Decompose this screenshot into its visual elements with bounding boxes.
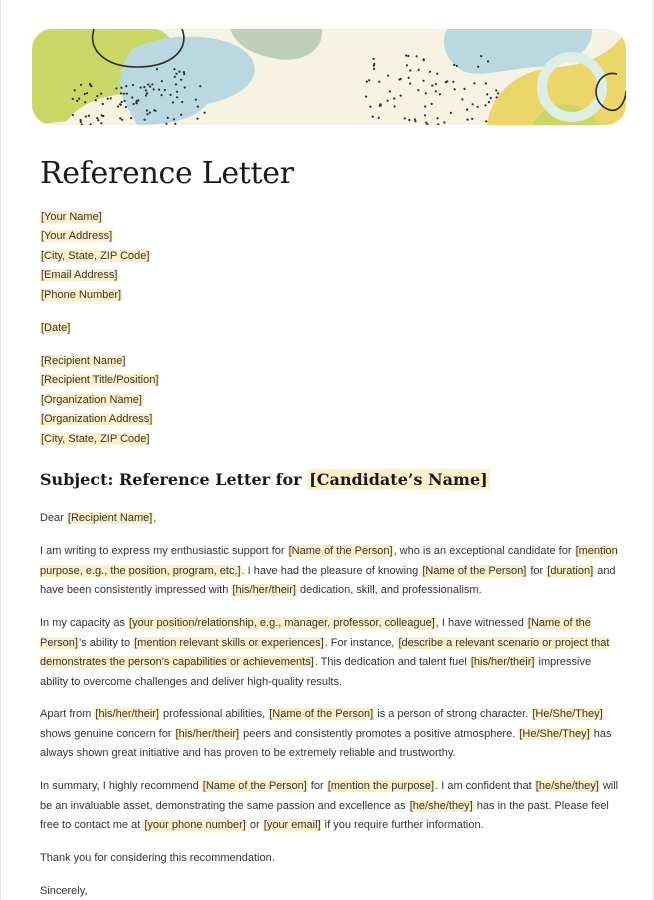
placeholder-text: [Name of the Person]: [288, 545, 393, 557]
decorative-banner: [32, 29, 626, 125]
sender-name: [Your Name]: [41, 211, 102, 223]
sender-address: [Your Address]: [41, 230, 113, 243]
subject-line: [40, 470, 490, 489]
candidate-name-placeholder: [Candidate’s Name]: [309, 470, 488, 489]
salutation-recipient: [Recipient Name]: [67, 512, 153, 524]
recipient-org-address: [Organization Address]: [41, 413, 153, 426]
body-text: if you require further information.: [321, 819, 484, 832]
body-text: ’s ability to: [78, 636, 134, 649]
salutation-prefix: Dear: [40, 512, 67, 524]
body-text: impressive ability to overcome challenges and deliver high-quality results.: [40, 656, 592, 688]
letter-date: [Date]: [41, 322, 71, 334]
recipient-org: [Organization Name]: [41, 393, 142, 406]
recipient-city: [City, State, ZIP Code]: [41, 432, 150, 445]
paragraph-3: [40, 705, 622, 764]
thanks-line: Thank you for considering this recommendation.: [40, 852, 275, 864]
placeholder-text: [duration]: [547, 564, 594, 577]
placeholder-text: [your position/relationship, e.g., manager, professor, colleague]: [129, 617, 435, 629]
sender-block: [40, 208, 150, 305]
recipient-title: [Recipient Title/Position]: [41, 374, 159, 387]
body-text: for: [307, 780, 327, 792]
placeholder-text: [Name of the Person]: [269, 708, 374, 720]
placeholder-text: [mention the purpose]: [327, 780, 435, 792]
body-text: is a person of strong character.: [374, 708, 532, 720]
body-text: professional abilities,: [160, 708, 269, 720]
body-text: . I am confident that: [435, 780, 535, 792]
placeholder-text: [describe a relevant scenario or project that demonstrates the person’s capabilities or achievements]: [40, 636, 610, 669]
sender-email: [Email Address]: [41, 269, 118, 282]
placeholder-text: [your email]: [263, 819, 321, 832]
body-text: . This dedication and talent fuel: [314, 656, 470, 669]
paragraph-4: [40, 777, 622, 836]
body-text: shows genuine concern for: [40, 727, 175, 740]
body-text: and have been consistently impressed with: [40, 564, 616, 597]
date-block: [40, 319, 71, 338]
recipient-block: [40, 352, 159, 449]
body-text: peers and consistently promotes a positive atmosphere.: [240, 727, 519, 740]
placeholder-text: [Name of the Person]: [422, 564, 527, 577]
placeholder-text: [his/her/their]: [470, 656, 535, 669]
closing-line: Sincerely,: [40, 885, 88, 897]
body-text: has in the past. Please feel free to contact me at: [40, 799, 609, 832]
body-text: , who is an exceptional candidate for: [393, 545, 575, 557]
body-text: has always shown great initiative and has proven to be extremely reliable and trustworthy.: [40, 727, 612, 760]
placeholder-text: [his/her/their]: [232, 584, 296, 597]
body-text: In summary, I highly recommend: [40, 780, 202, 792]
body-text: for: [527, 564, 547, 577]
body-text: . I have had the pleasure of knowing: [241, 564, 422, 577]
placeholder-text: [Name of the Person]: [40, 617, 591, 649]
body-text: , I have witnessed: [435, 617, 527, 629]
banner-artwork: [32, 29, 626, 125]
body-text: I am writing to express my enthusiastic support for: [40, 545, 288, 557]
body-text: In my capacity as: [40, 617, 129, 629]
placeholder-text: [he/she/they]: [535, 780, 599, 792]
body-text: . For instance,: [324, 636, 398, 649]
placeholder-text: [mention purpose, e.g., the position, program, etc.]: [40, 545, 618, 577]
paragraph-1: [40, 542, 622, 601]
salutation: [40, 509, 622, 529]
sender-city: [City, State, ZIP Code]: [41, 249, 150, 262]
body-text: Apart from: [40, 708, 95, 720]
placeholder-text: [his/her/their]: [175, 727, 240, 740]
salutation-suffix: ,: [153, 512, 157, 524]
body-text: will be an invaluable asset, demonstrating the same passion and excellence as: [40, 780, 619, 812]
body-text: or: [246, 819, 263, 832]
placeholder-text: [his/her/their]: [95, 708, 159, 720]
recipient-name: [Recipient Name]: [41, 355, 126, 367]
placeholder-text: [He/She/They]: [532, 708, 603, 720]
placeholder-text: [your phone number]: [144, 819, 246, 832]
subject-prefix: Subject: Reference Letter for: [40, 470, 308, 489]
body-text: dedication, skill, and professionalism.: [296, 584, 482, 597]
document-title: Reference Letter: [40, 156, 294, 191]
placeholder-text: [Name of the Person]: [202, 780, 307, 792]
sender-phone: [Phone Number]: [41, 288, 122, 301]
placeholder-text: [mention relevant skills or experiences]: [134, 636, 324, 649]
placeholder-text: [He/She/They]: [519, 727, 590, 740]
placeholder-text: [he/she/they]: [409, 799, 473, 812]
paragraph-2: [40, 614, 622, 692]
